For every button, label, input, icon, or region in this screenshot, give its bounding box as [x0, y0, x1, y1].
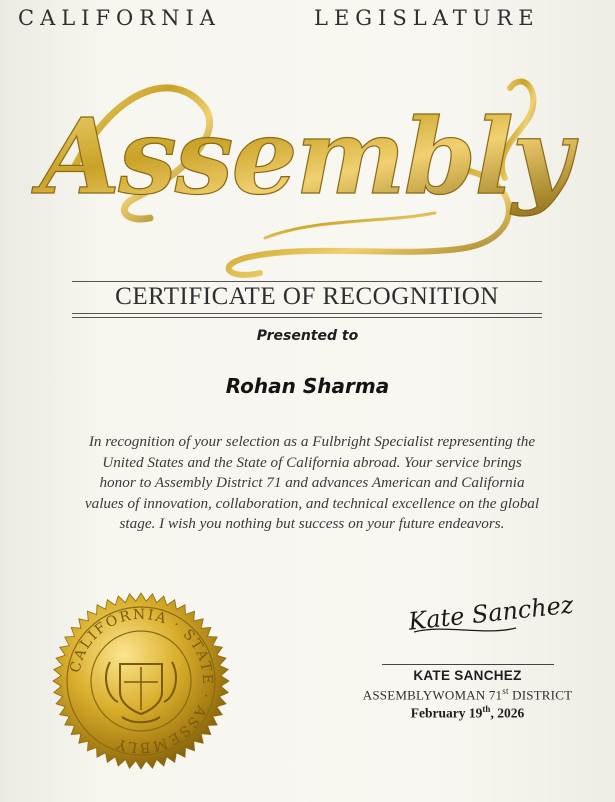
signer-title-district: DISTRICT	[508, 687, 573, 703]
signature-text: Kate Sanchez	[407, 590, 575, 636]
signer-title-main: ASSEMBLYWOMAN 71	[362, 687, 503, 703]
recipient-name: Rohan Sharma	[225, 374, 390, 398]
signing-date-year: , 2026	[490, 705, 525, 721]
recognition-line: In recognition of your selection as a Fulbright Specialist representing the	[88, 433, 536, 450]
header-california: CALIFORNIA	[18, 6, 221, 30]
title-rule-bottom	[72, 313, 542, 314]
signing-date-day: February 19	[410, 705, 483, 721]
recognition-line: United States and the State of California abroad. Your service brings	[102, 453, 522, 471]
gold-seal-icon	[52, 592, 230, 770]
signature-line	[382, 664, 554, 665]
presented-to-label: Presented to	[256, 328, 359, 344]
signature-icon	[404, 584, 575, 644]
assembly-logo-text: Assembly	[39, 95, 571, 218]
recognition-line: stage. I wish you nothing but success on your future endeavors.	[119, 515, 505, 532]
recognition-line: values of innovation, collaboration, and technical excellence on the global	[84, 494, 540, 512]
signer-name: KATE SANCHEZ	[413, 668, 522, 683]
recognition-text	[58, 432, 566, 535]
assembly-logo	[39, 48, 571, 278]
title-rule-top	[72, 281, 542, 282]
header-legislature: LEGISLATURE	[314, 6, 540, 30]
signing-date-suffix: th	[482, 704, 491, 714]
signer-title	[330, 686, 605, 703]
seal-ring-text: CALIFORNIA · STATE · ASSEMBLY	[67, 606, 216, 756]
certificate-title: CERTIFICATE OF RECOGNITION	[115, 283, 499, 310]
signer-title-suffix: st	[502, 686, 509, 696]
recognition-line: honor to Assembly District 71 and advances American and California	[99, 474, 525, 491]
signing-date	[340, 704, 595, 722]
title-rule-bottom-2	[72, 317, 542, 318]
